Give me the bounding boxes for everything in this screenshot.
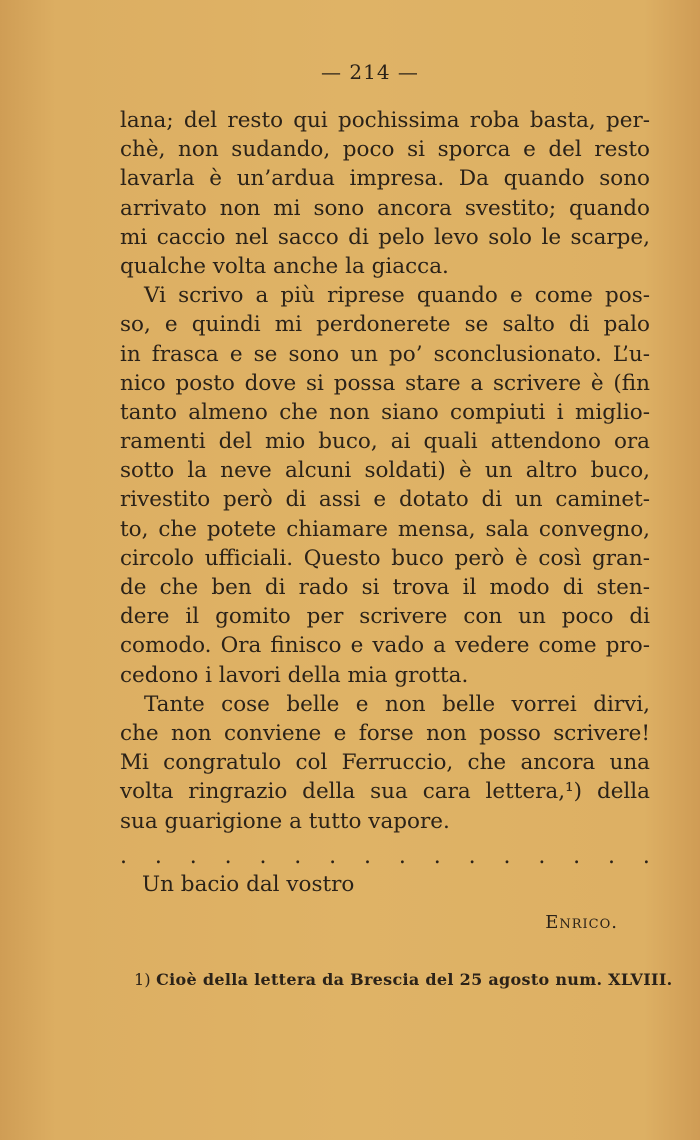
text-line: arrivato non mi sono ancora svestito; quando [120, 195, 650, 221]
letter-body [120, 106, 650, 836]
ellipsis-dot: . [398, 844, 406, 869]
text-line: nico posto dove si possa stare a scrivere è (fin [120, 370, 650, 396]
text-line: tanto almeno che non siano compiuti i miglio- [120, 399, 650, 425]
text-line: comodo. Ora finisco e vado a vedere come pro- [120, 633, 650, 659]
text-line: in frasca e se sono un po’ sconclusionato. L’u- [120, 341, 650, 367]
text-line: che non conviene e forse non posso scrivere! [120, 720, 650, 746]
text-line: sotto la neve alcuni soldati) è un altro buco, [120, 458, 650, 484]
ellipsis-dot: . [538, 844, 546, 869]
ellipsis-dot: . [573, 844, 581, 869]
ellipsis-dot: . [364, 844, 372, 869]
footnote [134, 970, 673, 989]
ellipsis-dot: . [329, 844, 337, 869]
ellipsis-row [120, 844, 650, 869]
text-line: chè, non sudando, poco si sporca e del resto [120, 137, 650, 163]
signature: Enrico. [545, 912, 618, 933]
text-line: ramenti del mio buco, ai quali attendono ora [120, 429, 650, 455]
text-line: volta ringrazio della sua cara lettera,¹) della [120, 779, 650, 805]
text-line: lana; del resto qui pochissima roba basta, per- [120, 108, 650, 133]
text-line: qualche volta anche la giacca. [120, 253, 449, 279]
ellipsis-dot: . [259, 844, 267, 869]
text-line: mi caccio nel sacco di pelo levo solo le scarpe, [120, 224, 650, 250]
footnote-marker: 1) [134, 970, 151, 989]
closing-line: Un bacio dal vostro [142, 872, 355, 897]
text-line: lavarla è un’ardua impresa. Da quando sono [120, 166, 650, 192]
ellipsis-dot: . [120, 844, 127, 869]
ellipsis-dot: . [642, 844, 650, 869]
text-line: sua guarigione a tutto vapore. [120, 808, 450, 834]
ellipsis-dot: . [224, 844, 232, 869]
text-line: dere il gomito per scrivere con un poco di [120, 604, 650, 630]
ellipsis-dot: . [294, 844, 302, 869]
ellipsis-dot: . [468, 844, 476, 869]
text-line: Mi congratulo col Ferruccio, che ancora una [120, 750, 650, 776]
text-line: circolo ufficiali. Questo buco però è così gran- [120, 545, 650, 571]
ellipsis-dot: . [433, 844, 441, 869]
text-line: Vi scrivo a più riprese quando e come pos- [144, 283, 650, 309]
text-line: Tante cose belle e non belle vorrei dirvi, [144, 691, 650, 717]
page-number: — 214 — [321, 60, 419, 84]
text-line: cedono i lavori della mia grotta. [120, 662, 469, 688]
text-line: so, e quindi mi perdonerete se salto di palo [120, 312, 650, 338]
ellipsis-dot: . [503, 844, 511, 869]
ellipsis-dot: . [608, 844, 616, 869]
text-line: de che ben di rado si trova il modo di sten- [120, 575, 650, 600]
ellipsis-dot: . [154, 844, 162, 869]
footnote-text: Cioè della lettera da Brescia del 25 agosto num. XLVIII. [156, 970, 673, 989]
text-line: to, che potete chiamare mensa, sala convegno, [120, 516, 650, 542]
ellipsis-dot: . [189, 844, 197, 869]
text-line: rivestito però di assi e dotato di un caminet- [120, 487, 650, 513]
